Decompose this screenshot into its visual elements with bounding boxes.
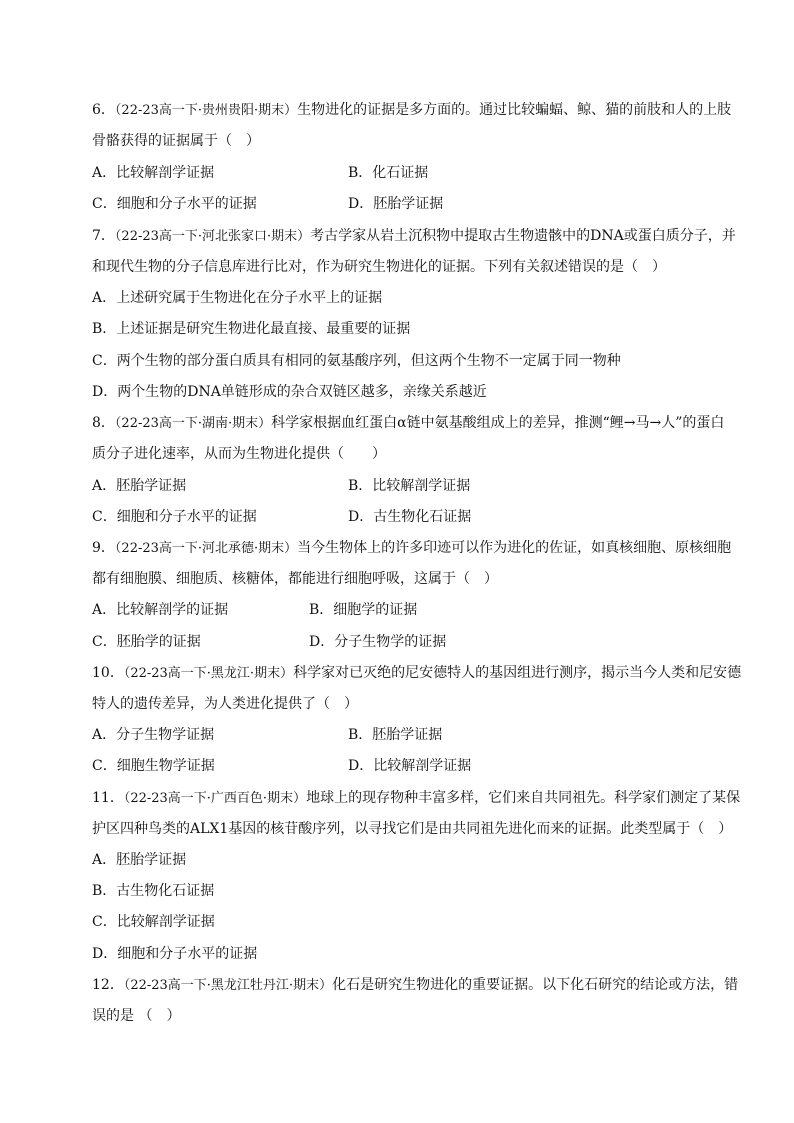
question-stem: 化石是研究生物进化的重要证据。以下化石研究的结论或方法，错 <box>332 977 739 993</box>
question-number: 7． <box>92 228 115 244</box>
question-number: 10． <box>92 665 124 681</box>
question-source: （22-23高一下·河北承德·期末） <box>114 541 298 556</box>
question-number: 6． <box>92 102 115 118</box>
question-7-option-d: D．两个生物的DNA单链形成的杂合双链区越多，亲缘关系越近 <box>92 384 487 400</box>
question-12-line-1 <box>92 975 739 995</box>
question-10-line-2: 特人的遗传差异，为人类进化提供了（ ） <box>92 696 358 712</box>
question-7-line-2: 和现代生物的分子信息库进行比对，作为研究生物进化的证据。下列有关叙述错误的是（ ） <box>92 259 666 275</box>
question-11-option-d: D．细胞和分子水平的证据 <box>92 946 258 962</box>
question-9-option-c: C．胚胎学的证据 <box>92 634 201 650</box>
question-stem: 考古学家从岩土沉积物中提取古生物遗骸中的DNA或蛋白质分子，并 <box>310 228 736 244</box>
question-source: （22-23高一下·广西百色·期末） <box>123 791 307 806</box>
question-number: 8． <box>92 415 115 431</box>
question-stem: 当今生物体上的许多印迹可以作为进化的佐证，如真核细胞、原核细胞 <box>297 540 732 556</box>
question-8-option-b: B．比较解剖学证据 <box>348 478 471 494</box>
question-8-option-a: A．胚胎学证据 <box>92 478 187 494</box>
question-6-option-b: B．化石证据 <box>348 165 429 181</box>
question-7-option-b: B．上述证据是研究生物进化最直接、最重要的证据 <box>92 321 411 337</box>
question-9-option-d: D．分子生物学的证据 <box>309 634 447 650</box>
question-10-option-d: D．比较解剖学证据 <box>348 758 472 774</box>
question-source: （22-23高一下·河北张家口·期末） <box>114 229 311 244</box>
question-6-line-1 <box>92 100 732 120</box>
question-source: （22-23高一下·湖南·期末） <box>114 416 272 431</box>
question-source: （22-23高一下·黑龙江·期末） <box>123 666 294 681</box>
question-9-option-b: B．细胞学的证据 <box>309 602 418 618</box>
question-11-option-a: A．胚胎学证据 <box>92 852 187 868</box>
question-8-line-1 <box>92 413 725 433</box>
question-6-option-a: A．比较解剖学证据 <box>92 165 215 181</box>
question-10-option-b: B．胚胎学证据 <box>348 727 443 743</box>
question-7-option-c: C．两个生物的部分蛋白质具有相同的氨基酸序列，但这两个生物不一定属于同一物种 <box>92 353 621 369</box>
question-source: （22-23高一下·黑龙江牡丹江·期末） <box>123 978 333 993</box>
question-stem: 科学家对已灭绝的尼安德特人的基因组进行测序，揭示当今人类和尼安德 <box>293 665 742 681</box>
question-8-option-c: C．细胞和分子水平的证据 <box>92 509 257 525</box>
question-7-option-a: A．上述研究属于生物进化在分子水平上的证据 <box>92 290 383 306</box>
question-number: 12． <box>92 977 124 993</box>
question-10-option-a: A．分子生物学证据 <box>92 727 215 743</box>
question-12-line-2: 误的是 （ ） <box>92 1008 181 1024</box>
question-11-option-b: B．古生物化石证据 <box>92 883 215 899</box>
question-11-line-1 <box>92 788 741 808</box>
question-source: （22-23高一下·贵州贵阳·期末） <box>114 103 298 118</box>
question-stem: 科学家根据血红蛋白α链中氨基酸组成上的差异，推测“鲤→马→人”的蛋白 <box>271 415 725 431</box>
question-6-option-d: D．胚胎学证据 <box>348 196 444 212</box>
question-number: 9． <box>92 540 115 556</box>
question-9-line-1 <box>92 538 732 558</box>
question-9-option-a: A．比较解剖学的证据 <box>92 602 229 618</box>
question-10-option-c: C．细胞生物学证据 <box>92 758 215 774</box>
question-6-line-2: 骨骼获得的证据属于（ ） <box>92 133 260 149</box>
question-11-option-c: C．比较解剖学证据 <box>92 914 215 930</box>
question-7-line-1 <box>92 226 736 246</box>
question-8-line-2: 质分子进化速率，从而为生物进化提供（ ） <box>92 446 386 462</box>
question-stem: 地球上的现存物种丰富多样，它们来自共同祖先。科学家们测定了某保 <box>306 790 741 806</box>
question-9-line-2: 都有细胞膜、细胞质、核糖体，都能进行细胞呼吸，这属于（ ） <box>92 571 498 587</box>
question-6-option-c: C．细胞和分子水平的证据 <box>92 196 257 212</box>
question-stem: 生物进化的证据是多方面的。通过比较蝙蝠、鲸、猫的前肢和人的上肢 <box>297 102 732 118</box>
question-number: 11． <box>92 790 124 806</box>
question-10-line-1 <box>92 663 742 683</box>
question-8-option-d: D．古生物化石证据 <box>348 509 472 525</box>
question-11-line-2: 护区四种鸟类的ALX1基因的核苷酸序列，以寻找它们是由共同祖先进化而来的证据。此类型属于（ ） <box>92 821 733 837</box>
